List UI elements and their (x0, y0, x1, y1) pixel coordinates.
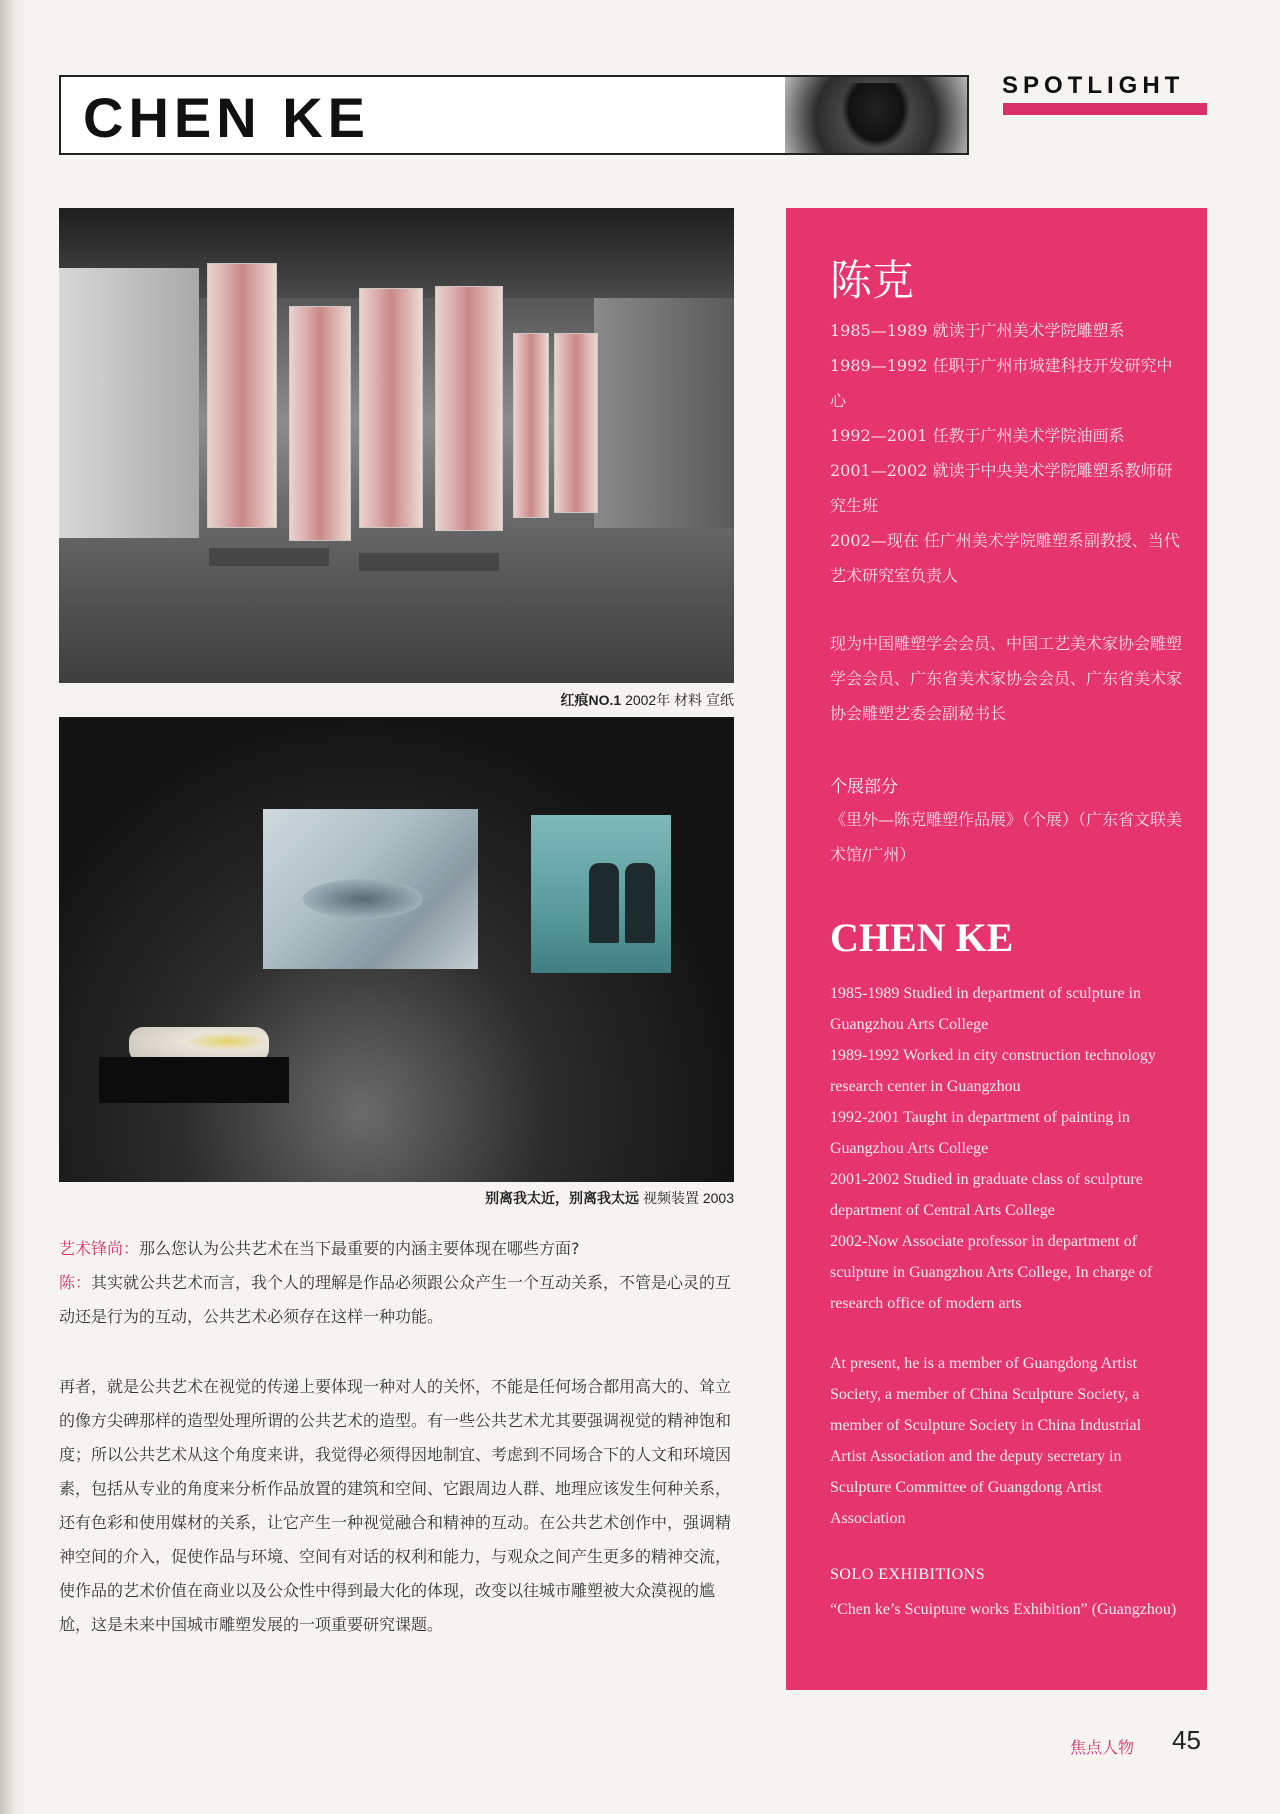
solo-text: 《里外—陈克雕塑作品展》（个展）（广东省文联美术馆/广州） (830, 810, 1183, 864)
timeline-item: 1992-2001 Taught in department of painting in Guangzhou Arts College (830, 1109, 1130, 1157)
question-label: 艺术锋尚： (59, 1239, 140, 1258)
membership-text: 现为中国雕塑学会会员、中国工艺美术家协会雕塑学会会员、广东省美术家协会会员、广东省美术家协会雕塑艺委会副秘书长 (830, 634, 1183, 723)
installation-photo-red-marks (59, 208, 734, 683)
paragraph-text: 再者，就是公共艺术在视觉的传递上要体现一种对人的关怀，不能是任何场合都用高大的、耸立的像方尖碑那样的造型处理所谓的公共艺术的造型。有一些公共艺术尤其要强调视觉的精神饱和度；所以公共艺术从这个角度来讲，我觉得必须得因地制宜、考虑到不同场合下的人文和环境因素，包括从专业的角度来分析作品放置的建筑和空间、它跟周边人群、地理应该发生何种关系，还有色彩和使用媒材的关系，让它产生一种视觉融合和精神的互动。在公共艺术创作中，强调精神空间的介入，促使作品与环境、空间有对话的权利和能力，与观众之间产生更多的精神交流，使作品的艺术价值在商业以及公众性中得到最大化的体现，改变以往城市雕塑被大众漠视的尴尬，这是未来中国城市雕塑发展的一项重要研究课题。 (59, 1377, 732, 1634)
question-text: 那么您认为公共艺术在当下最重要的内涵主要体现在哪些方面? (139, 1239, 580, 1258)
solo-exhibition-en (830, 1594, 1180, 1625)
photo-caption (485, 1188, 734, 1208)
footer-section-label: 焦点人物 (1070, 1738, 1135, 1757)
interview-qa (59, 1232, 734, 1334)
page-title: CHEN KE (83, 86, 371, 149)
hanging-scroll (435, 286, 503, 531)
solo-exhibition-cn (830, 802, 1182, 872)
membership-text: At present, he is a member of Guangdong Artist Society, a member of China Sculpture Society, a member of Sculpture Society in China Industrial Artist Association and the deputy secretary in Sculpture Committee of Guangdong Artist Association (830, 1355, 1142, 1527)
bio-cn-membership (830, 626, 1182, 731)
hanging-scroll (513, 333, 549, 518)
sculpture-figure (841, 83, 911, 149)
projected-figure (625, 863, 655, 943)
page-number: 45 (1172, 1725, 1201, 1755)
projection-screen (531, 815, 671, 973)
caption-detail: 2002年 材料 宣纸 (625, 692, 734, 708)
timeline-item: 2002-Now Associate professor in department of sculpture in Guangzhou Arts College, In charge of research office of modern arts (830, 1233, 1153, 1312)
interview-paragraph (59, 1370, 734, 1642)
artist-name-en: CHEN KE (830, 915, 1014, 960)
solo-title-cn: 个展部分 (830, 777, 898, 797)
caption-detail: 视频装置 2003 (642, 1190, 734, 1206)
hanging-scroll (359, 288, 423, 528)
hanging-scroll (289, 306, 351, 541)
solo-text: “Chen ke’s Scuipture works Exhibition” (Guangzhou) (830, 1601, 1177, 1618)
section-label: SPOTLIGHT (1002, 72, 1185, 99)
timeline-item: 2001—2002 就读于中央美术学院雕塑系教师研究生班 (830, 461, 1173, 515)
caption-title: 红痕NO.1 (560, 692, 622, 708)
projected-eye (303, 879, 423, 919)
projection-screen (263, 809, 478, 969)
solo-title-en: SOLO EXHIBITIONS (830, 1566, 986, 1583)
timeline-item: 2002—现在 任广州美术学院雕塑系副教授、当代艺术研究室负责人 (830, 531, 1180, 585)
page-edge-shadow (0, 0, 26, 1814)
hanging-scroll (207, 263, 277, 528)
timeline-item: 1992—2001 任教于广州美术学院油画系 (830, 426, 1125, 445)
bio-en-membership (830, 1348, 1180, 1534)
floor-shadow (359, 553, 499, 571)
sculpture-thumbnail (785, 77, 967, 153)
biography-panel (786, 208, 1207, 1690)
timeline-item: 1989-1992 Worked in city construction technology research center in Guangzhou (830, 1047, 1156, 1095)
question (59, 1232, 734, 1266)
projected-figure (589, 863, 619, 943)
timeline-item: 1985-1989 Studied in department of sculpture in Guangzhou Arts College (830, 985, 1142, 1033)
timeline-item: 1985—1989 就读于广州美术学院雕塑系 (830, 321, 1125, 340)
bio-en-timeline (830, 978, 1180, 1319)
answer-text: 其实就公共艺术而言，我个人的理解是作品必须跟公众产生一个互动关系，不管是心灵的互动还是行为的互动，公共艺术必须存在这样一种功能。 (59, 1273, 732, 1326)
caption-title: 别离我太近，别离我太远 (485, 1190, 640, 1206)
bench (99, 1057, 289, 1103)
gallery-wall (59, 268, 199, 538)
title-banner (59, 75, 969, 155)
bio-cn-timeline (830, 313, 1182, 593)
artist-name-cn: 陈克 (830, 256, 915, 305)
timeline-item: 1989—1992 任职于广州市城建科技开发研究中心 (830, 356, 1173, 410)
timeline-item: 2001-2002 Studied in graduate class of sculpture department of Central Arts College (830, 1171, 1143, 1219)
hanging-scroll (554, 333, 598, 513)
answer-label: 陈： (59, 1273, 92, 1292)
installation-photo-video (59, 717, 734, 1182)
photo-caption (560, 690, 734, 710)
section-underline (1003, 103, 1207, 115)
gallery-wall (594, 298, 734, 528)
floor-shadow (209, 548, 329, 566)
answer (59, 1266, 734, 1334)
